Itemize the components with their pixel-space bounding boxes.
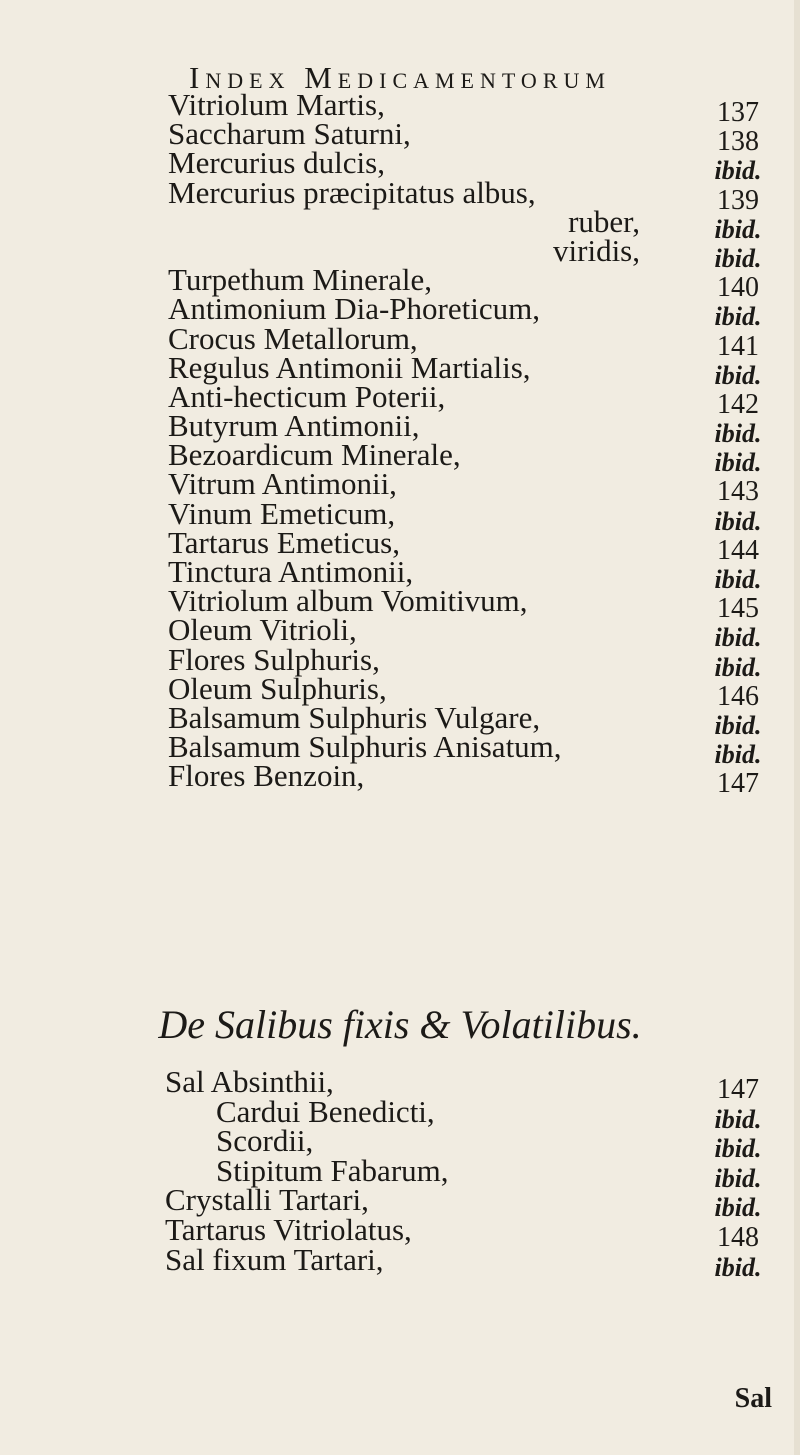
entry-name: Antimonium Dia-Phoreticum, bbox=[168, 291, 540, 327]
entry-page: ibid. bbox=[714, 1134, 762, 1164]
index-entry bbox=[0, 174, 800, 216]
entry-name: Sal Absinthii, bbox=[165, 1064, 334, 1099]
index-entry bbox=[0, 1182, 800, 1223]
entry-page: 148 bbox=[717, 1221, 759, 1253]
entry-name: Vinum Emeticum, bbox=[168, 495, 396, 531]
index-list bbox=[0, 87, 800, 800]
entry-page: ibid. bbox=[714, 1193, 762, 1223]
entry-page: 147 bbox=[717, 768, 759, 800]
index-entry bbox=[0, 1064, 800, 1105]
section-heading: De Salibus fixis & Volatilibus. bbox=[158, 1002, 642, 1047]
entry-name: Saccharum Saturni, bbox=[168, 116, 411, 152]
index-entry bbox=[0, 612, 800, 653]
entry-page: 139 bbox=[717, 184, 759, 216]
entry-name: Crocus Metallorum, bbox=[168, 320, 418, 356]
index-entry bbox=[0, 145, 800, 186]
index-entry bbox=[0, 349, 800, 390]
index-entry bbox=[0, 1123, 800, 1164]
index-entry bbox=[0, 87, 800, 128]
entry-name: Tinctura Antimonii, bbox=[168, 554, 414, 589]
index-entry bbox=[0, 291, 800, 332]
entry-name: Flores Sulphuris, bbox=[168, 641, 380, 677]
entry-page: 146 bbox=[717, 680, 759, 712]
entry-name: Stipitum Fabarum, bbox=[216, 1152, 449, 1188]
index-entry bbox=[0, 408, 800, 449]
entry-name: Mercurius præcipitatus albus, bbox=[168, 174, 536, 210]
entry-page: ibid. bbox=[714, 740, 762, 770]
entry-page: ibid. bbox=[714, 710, 762, 740]
entry-page: ibid. bbox=[714, 243, 762, 273]
entry-name: Flores Benzoin, bbox=[168, 758, 365, 794]
entry-name: Bezoardicum Minerale, bbox=[168, 437, 461, 473]
entry-name: Scordii, bbox=[216, 1123, 314, 1159]
entry-page: 143 bbox=[717, 476, 759, 508]
index-entry bbox=[0, 495, 800, 536]
entry-name: Tartarus Vitriolatus, bbox=[165, 1211, 412, 1247]
entry-name: Oleum Vitrioli, bbox=[168, 612, 357, 648]
index-entry bbox=[0, 583, 800, 625]
entry-name: Tartarus Emeticus, bbox=[168, 524, 400, 560]
entry-page: ibid. bbox=[714, 214, 762, 244]
index-entry bbox=[0, 232, 800, 273]
entry-page: ibid. bbox=[714, 1104, 762, 1134]
entry-name: Oleum Sulphuris, bbox=[168, 670, 387, 706]
entry-name: Anti-hecticum Poterii, bbox=[168, 378, 446, 414]
entry-page: ibid. bbox=[714, 419, 762, 449]
index-entry bbox=[0, 378, 800, 420]
index-entry bbox=[0, 670, 800, 712]
entry-page: 142 bbox=[717, 388, 759, 420]
entry-name: viridis, bbox=[553, 232, 640, 268]
index-entry bbox=[0, 1152, 800, 1193]
index-entry bbox=[0, 1211, 800, 1253]
salts-index-list bbox=[0, 1064, 800, 1282]
entry-name: Sal fixum Tartari, bbox=[165, 1241, 384, 1277]
entry-page: ibid. bbox=[714, 565, 762, 594]
index-entry bbox=[0, 262, 800, 304]
entry-name: Balsamum Sulphuris Anisatum, bbox=[168, 729, 562, 765]
entry-page: ibid. bbox=[714, 360, 762, 390]
index-entry bbox=[0, 116, 800, 158]
entry-name: ruber, bbox=[568, 203, 640, 239]
entry-page: 141 bbox=[717, 330, 759, 362]
index-entry bbox=[0, 641, 800, 682]
entry-page: 144 bbox=[717, 534, 759, 566]
entry-name: Mercurius dulcis, bbox=[168, 145, 385, 181]
entry-page: 138 bbox=[717, 126, 759, 158]
entry-name: Cardui Benedicti, bbox=[216, 1093, 435, 1129]
entry-page: 145 bbox=[717, 593, 759, 625]
entry-page: ibid. bbox=[714, 623, 762, 653]
running-header: Index Medicamentorum bbox=[189, 60, 611, 95]
entry-name: Vitrum Antimonii, bbox=[168, 466, 397, 502]
index-entry bbox=[0, 1093, 800, 1134]
index-entry bbox=[0, 203, 800, 244]
entry-name: Turpethum Minerale, bbox=[168, 262, 433, 298]
entry-page: 137 bbox=[717, 97, 759, 128]
entry-page: ibid. bbox=[714, 1252, 762, 1282]
entry-name: Crystalli Tartari, bbox=[165, 1182, 369, 1218]
entry-page: 147 bbox=[717, 1074, 759, 1105]
entry-page: ibid. bbox=[714, 652, 762, 682]
entry-page: ibid. bbox=[714, 156, 762, 186]
index-entry bbox=[0, 758, 800, 800]
index-entry bbox=[0, 1241, 800, 1282]
index-entry bbox=[0, 437, 800, 478]
index-entry bbox=[0, 699, 800, 740]
index-entry bbox=[0, 554, 800, 594]
entry-page: ibid. bbox=[714, 302, 762, 332]
entry-name: Vitriolum album Vomitivum, bbox=[168, 583, 528, 619]
index-entry bbox=[0, 729, 800, 770]
entry-name: Balsamum Sulphuris Vulgare, bbox=[168, 699, 541, 735]
entry-name: Butyrum Antimonii, bbox=[168, 408, 420, 444]
index-entry bbox=[0, 524, 800, 566]
index-entry bbox=[0, 320, 800, 362]
entry-page: 140 bbox=[717, 272, 759, 304]
entry-page: ibid. bbox=[714, 448, 762, 478]
entry-page: ibid. bbox=[714, 1163, 762, 1193]
catchword: Sal bbox=[734, 1383, 772, 1414]
entry-name: Vitriolum Martis, bbox=[168, 87, 385, 122]
index-entry bbox=[0, 466, 800, 508]
entry-page: ibid. bbox=[714, 506, 762, 536]
entry-name: Regulus Antimonii Martialis, bbox=[168, 349, 531, 385]
